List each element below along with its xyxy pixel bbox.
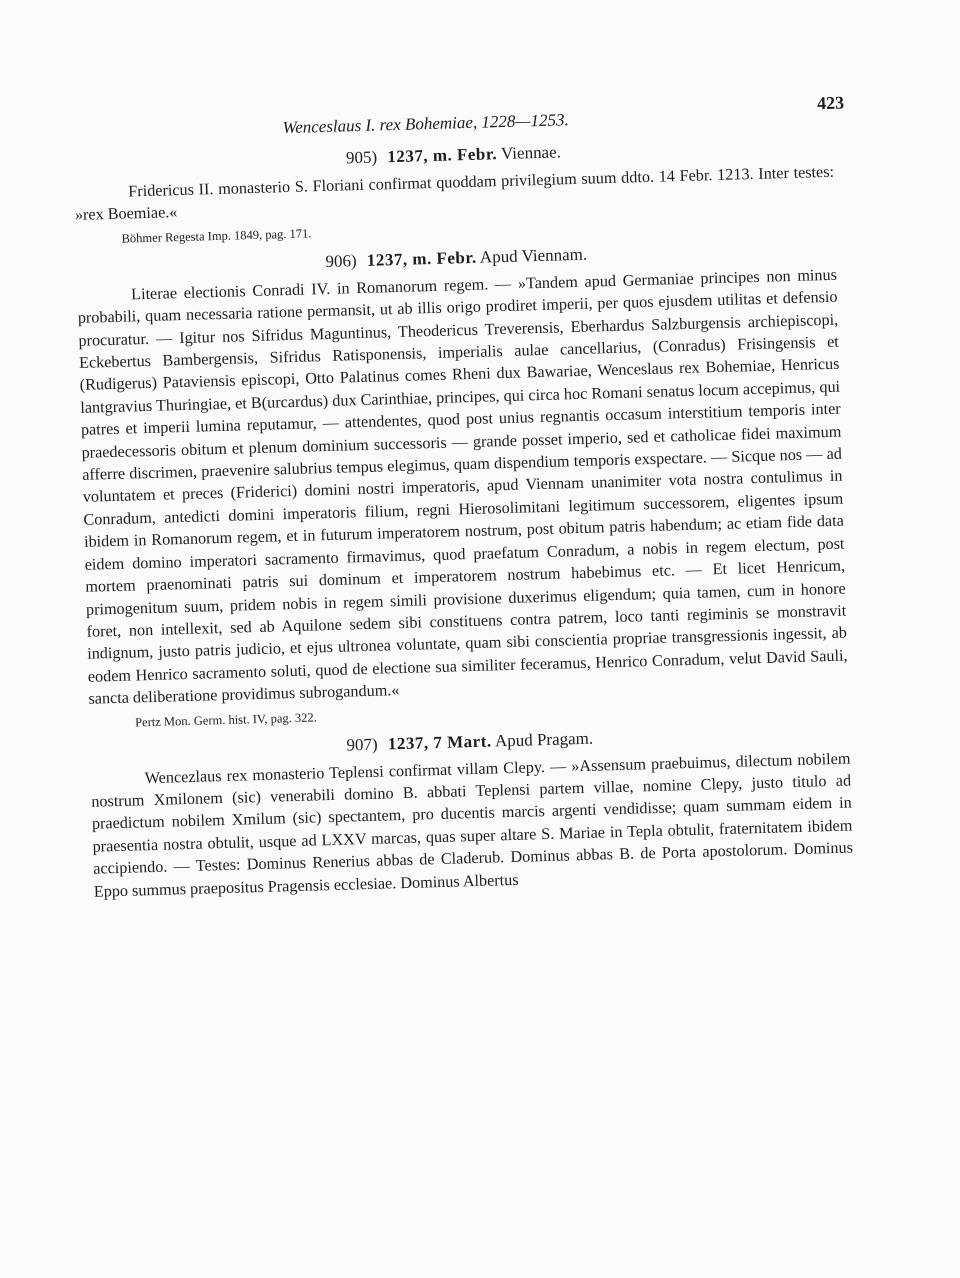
entry-905 <box>73 135 835 249</box>
entry-text: Fridericus II. monasterio S. Floriani confirmat quoddam privilegium suum ddto. 14 Febr. 1213. Inter testes: »rex Boemiae.« <box>74 162 835 225</box>
entry-number: 906) <box>325 250 357 271</box>
entry-907 <box>90 721 854 903</box>
entry-number: 905) <box>345 147 378 168</box>
entry-906 <box>76 238 849 733</box>
book-page <box>72 89 854 903</box>
entry-text: Literae electionis Conradi IV. in Romanorum regem. — »Tandem apud Germaniae principes non minus probabili, quam necessaria ratione permansit, ut ab illis origo prodiret imperii, per quos ejusdem utilitas et defensio procuratur. — Igitur nos Sifridus Maguntinus, Theodericus Treverensis, Eberhardus Salzburgensis archiepiscopi, Eckebertus Bambergensis, Sifridus Ratisponensis, imperialis aulae cancellarius, (Conradus) Frisingensis et (Rudigerus) Pataviensis episcopi, Otto Palatinus comes Rheni dux Bawariae, Wenceslaus rex Bohemiae, Henricus lantgravius Thuringiae, et B(urcardus) dux Carinthiae, principes, qui circa hoc Romani senatus locum accepimus, qui patres et imperii lumina reputamur, — attendentes, quod post unius regnantis occasum interstitium temporis inter praedecessoris obitum et plenum dominium successoris — grande posset imperio, sed et catholicae fidei maximum afferre discrimen, praevenire salubrius tempus elegimus, quam dispendium temporis exspectare. — Sicque nos — ad voluntatem et preces (Friderici) domini nostri imperatoris, apud Viennam unanimiter vota nostra contulimus in Conradum, antedicti domini imperatoris filium, regni Hierosolimitani legitimum successorem, eligentes ipsum ibidem in Romanorum regem, et in futurum imperatorem nostrum, post obitum patris habendum; ac etiam fide data eidem domino imperatori sacramento firmavimus, quod praefatum Conradum, a nobis in regem electum, post mortem praenominati patris sui dominum et imperatorem nostrum habebimus etc. — Et licet Henricum, primogenitum suum, pridem nobis in regem simili provisione duxerimus eligendum; quia tamen, cum in honore foret, non intellexit, sed ab Aquilone sedem sibi constituens contra patrem, loco tanti regiminis se monstravit indignum, justo patris judicio, et ejus ultronea voluntate, quam sibi conscientia propriae transgressionis ingessit, ab eodem Henrico sacramento soluti, quod de electione sua similiter feceramus, Henrico Conradum, velut David Sauli, sancta deliberatione providimus subrogandum.« <box>77 265 848 708</box>
entry-text: Wencezlaus rex monasterio Teplensi confirmat villam Clepy. — »Assensum praebuimus, dilectum nobilem nostrum Xmilonem (sic) venerabili domino B. abbati Teplensi partem villae, nomine Clepy, justo titulo ad praedictum nobilem Xmilum (sic) spectantem, pro ducentis marcis argenti vendidisse; quam summam eidem in praesentia nostra obtulit, usque ad LXXV marcas, quas super altare S. Mariae in Tepla obtulit, fraternitatem ibidem accipiendo. — Testes: Dominus Renerius abbas de Claderub. Dominus abbas B. de Porta apostolorum. Dominus Eppo summus praepositus Pragensis ecclesiae. Dominus Albertus <box>91 749 854 901</box>
entry-date: 1237, m. Febr. <box>366 247 477 270</box>
entry-date: 1237, m. Febr. <box>387 144 498 167</box>
page-number: 423 <box>816 92 845 114</box>
entry-place: Apud Pragam. <box>494 728 594 750</box>
entry-citation: Böhmer Regesta Imp. 1849, pag. 171. <box>121 226 312 246</box>
entry-place: Viennae. <box>500 142 562 164</box>
entry-number: 907) <box>346 734 378 755</box>
entry-place: Apud Viennam. <box>479 244 588 267</box>
running-title: Wenceslaus I. rex Bohemiae, 1228—1253. <box>282 110 570 138</box>
entry-date: 1237, 7 Mart. <box>387 731 492 753</box>
entry-citation: Pertz Mon. Germ. hist. IV, pag. 322. <box>134 709 317 730</box>
